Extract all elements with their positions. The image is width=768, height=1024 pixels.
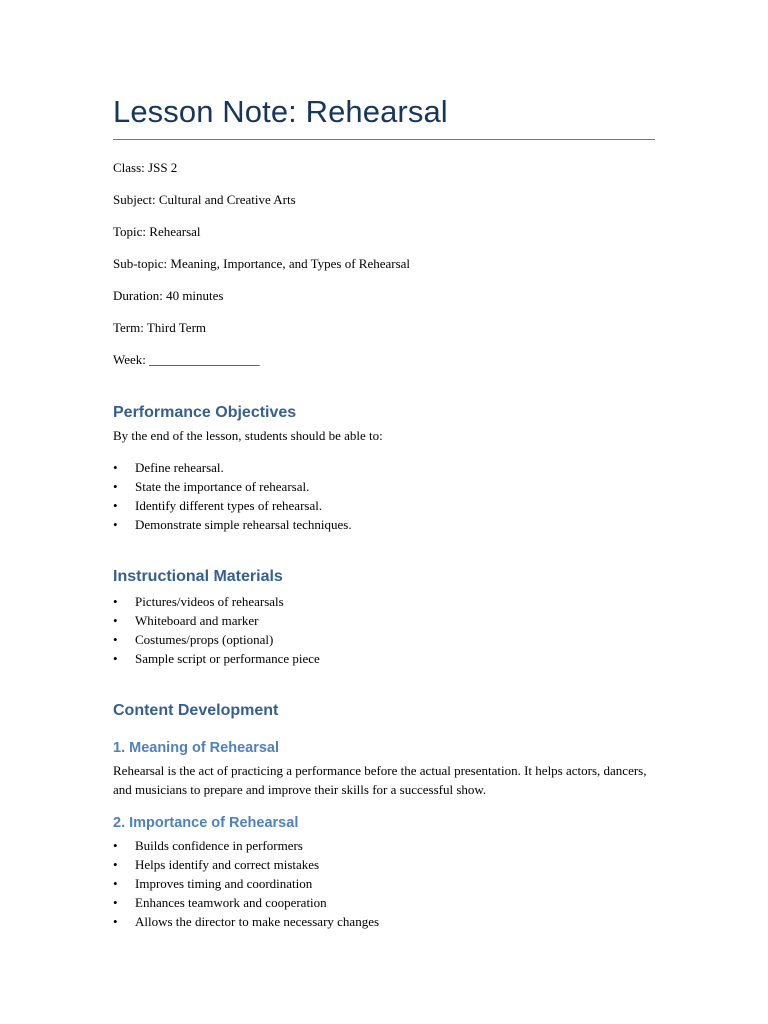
meta-duration: Duration: 40 minutes: [113, 288, 224, 303]
page-title: Lesson Note: Rehearsal: [113, 94, 448, 129]
bullet-icon: •: [113, 460, 118, 475]
list-item: • Pictures/videos of rehearsals: [113, 594, 284, 609]
list-item: • Identify different types of rehearsal.: [113, 498, 323, 513]
list-item: • Whiteboard and marker: [113, 613, 259, 628]
objectives-heading: Performance Objectives: [113, 404, 297, 421]
objectives-list: [113, 458, 352, 534]
list-item: • Demonstrate simple rehearsal techniques.: [113, 517, 352, 532]
content-heading: Content Development: [113, 702, 279, 719]
bullet-icon: •: [113, 517, 118, 532]
list-item: • Improves timing and coordination: [113, 876, 313, 891]
bullet-icon: •: [113, 632, 118, 647]
meta-class: Class: JSS 2: [113, 160, 178, 175]
importance-list: [113, 836, 379, 931]
title-underline: [113, 139, 655, 140]
bullet-icon: •: [113, 876, 118, 891]
meta-subject: Subject: Cultural and Creative Arts: [113, 192, 296, 207]
bullet-icon: •: [113, 498, 118, 513]
bullet-icon: •: [113, 857, 118, 872]
meta-subtopic: Sub-topic: Meaning, Importance, and Types of Rehearsal: [113, 256, 411, 271]
meta-topic: Topic: Rehearsal: [113, 224, 201, 239]
bullet-icon: •: [113, 838, 118, 853]
list-item: • Builds confidence in performers: [113, 838, 303, 853]
bullet-icon: •: [113, 895, 118, 910]
list-item: • State the importance of rehearsal.: [113, 479, 310, 494]
meta-week: Week: _________________: [113, 352, 260, 367]
list-item: • Enhances teamwork and cooperation: [113, 895, 327, 910]
list-item: • Costumes/props (optional): [113, 632, 274, 647]
list-item: • Allows the director to make necessary changes: [113, 914, 380, 929]
meaning-heading: 1. Meaning of Rehearsal: [113, 740, 279, 756]
bullet-icon: •: [113, 613, 118, 628]
list-item: • Define rehearsal.: [113, 460, 224, 475]
objectives-intro: By the end of the lesson, students should be able to:: [113, 428, 383, 443]
materials-list: [113, 592, 320, 668]
meta-term: Term: Third Term: [113, 320, 207, 335]
list-item: • Sample script or performance piece: [113, 651, 320, 666]
materials-heading: Instructional Materials: [113, 568, 283, 585]
list-item: • Helps identify and correct mistakes: [113, 857, 320, 872]
bullet-icon: •: [113, 479, 118, 494]
meaning-text: Rehearsal is the act of practicing a performance before the actual presentation. It helps actors, dancers, and musicians to prepare and improve their skills for a successful show.: [113, 763, 647, 797]
bullet-icon: •: [113, 914, 118, 929]
bullet-icon: •: [113, 651, 118, 666]
importance-heading: 2. Importance of Rehearsal: [113, 815, 299, 831]
bullet-icon: •: [113, 594, 118, 609]
